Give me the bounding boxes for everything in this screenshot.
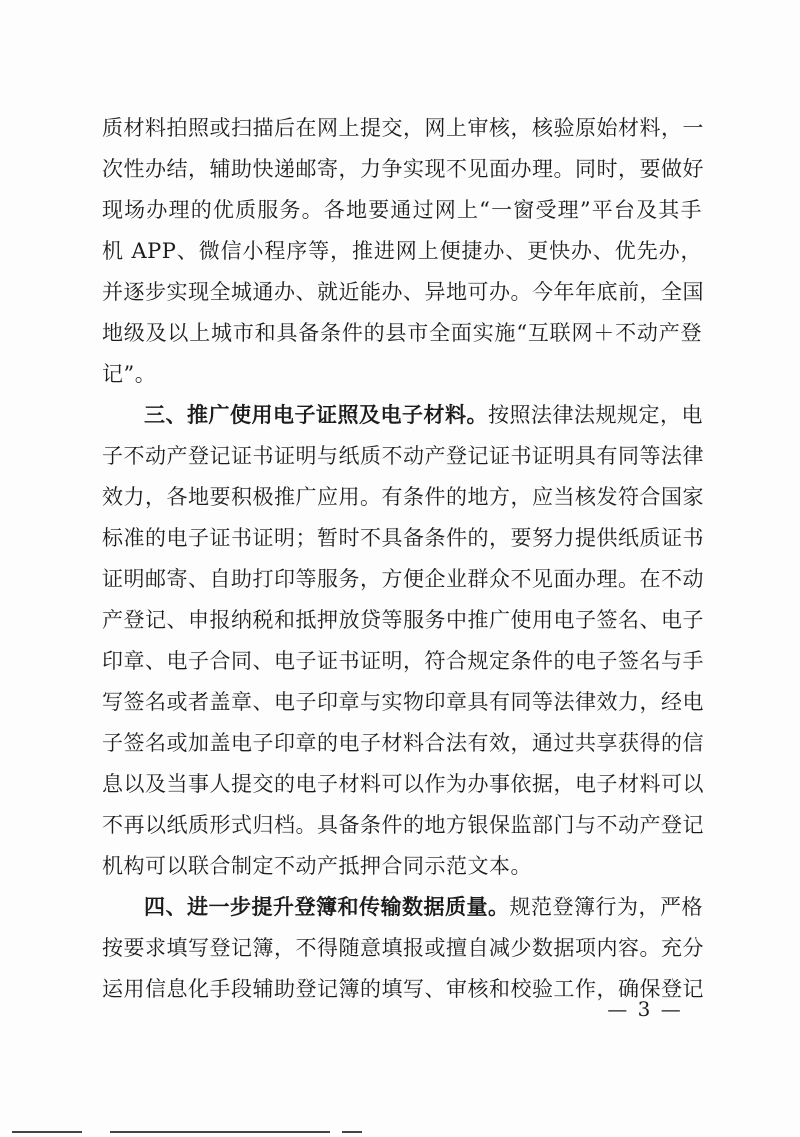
section-3-first-line-text: 按照法律法规规定，电 [488, 403, 703, 427]
paragraph-line: 按要求填写登记簿，不得随意填报或擅自减少数据项内容。充分 [102, 936, 704, 960]
paragraph-line: 运用信息化手段辅助登记簿的填写、审核和校验工作，确保登记 [102, 977, 704, 1001]
section-3-first-line [144, 395, 702, 435]
paragraph-line: 标准的电子证书证明；暂时不具备条件的，要努力提供纸质证书 [102, 526, 704, 550]
paragraph-line: 产登记、申报纳税和抵押放贷等服务中推广使用电子签名、电子 [102, 608, 704, 632]
paragraph-line: 现场办理的优质服务。各地要通过网上“一窗受理”平台及其手 [102, 198, 702, 222]
page-number: — 3 — [607, 997, 683, 1021]
paragraph-line: 印章、电子合同、电子证书证明，符合规定条件的电子签名与手 [102, 649, 704, 673]
paragraph-line: 次性办结，辅助快递邮寄，力争实现不见面办理。同时，要做好 [102, 157, 704, 181]
section-4-heading: 四、进一步提升登簿和传输数据质量。 [144, 895, 510, 919]
section-4-first-line-text: 规范登簿行为，严格 [509, 895, 703, 919]
paragraph-line: 并逐步实现全城通办、就近能办、异地可办。今年年底前，全国 [102, 280, 704, 304]
bottom-divider [110, 1131, 330, 1133]
paragraph-line: 机构可以联合制定不动产抵押合同示范文本。 [102, 854, 532, 878]
section-4-first-line [144, 887, 702, 927]
paragraph-line: 写签名或者盖章、电子印章与实物印章具有同等法律效力，经电 [102, 690, 704, 714]
paragraph-line: 不再以纸质形式归档。具备条件的地方银保监部门与不动产登记 [102, 813, 704, 837]
section-3-heading: 三、推广使用电子证照及电子材料。 [144, 403, 488, 427]
paragraph-line: 记”。 [102, 362, 157, 386]
bottom-divider [342, 1131, 362, 1133]
paragraph-line: 息以及当事人提交的电子材料可以作为办事依据，电子材料可以 [102, 772, 704, 796]
paragraph-line: 子不动产登记证书证明与纸质不动产登记证书证明具有同等法律 [102, 444, 704, 468]
paragraph-line: 子签名或加盖电子印章的电子材料合法有效，通过共享获得的信 [102, 731, 704, 755]
bottom-divider [12, 1131, 82, 1133]
paragraph-line: 效力，各地要积极推广应用。有条件的地方，应当核发符合国家 [102, 485, 704, 509]
paragraph-line: 质材料拍照或扫描后在网上提交，网上审核，核验原始材料，一 [102, 116, 704, 140]
paragraph-line: 地级及以上城市和具备条件的县市全面实施“互联网＋不动产登 [102, 321, 702, 345]
paragraph-line: 机 APP、微信小程序等，推进网上便捷办、更快办、优先办， [102, 239, 702, 263]
paragraph-line: 证明邮寄、自助打印等服务，方便企业群众不见面办理。在不动 [102, 567, 704, 591]
